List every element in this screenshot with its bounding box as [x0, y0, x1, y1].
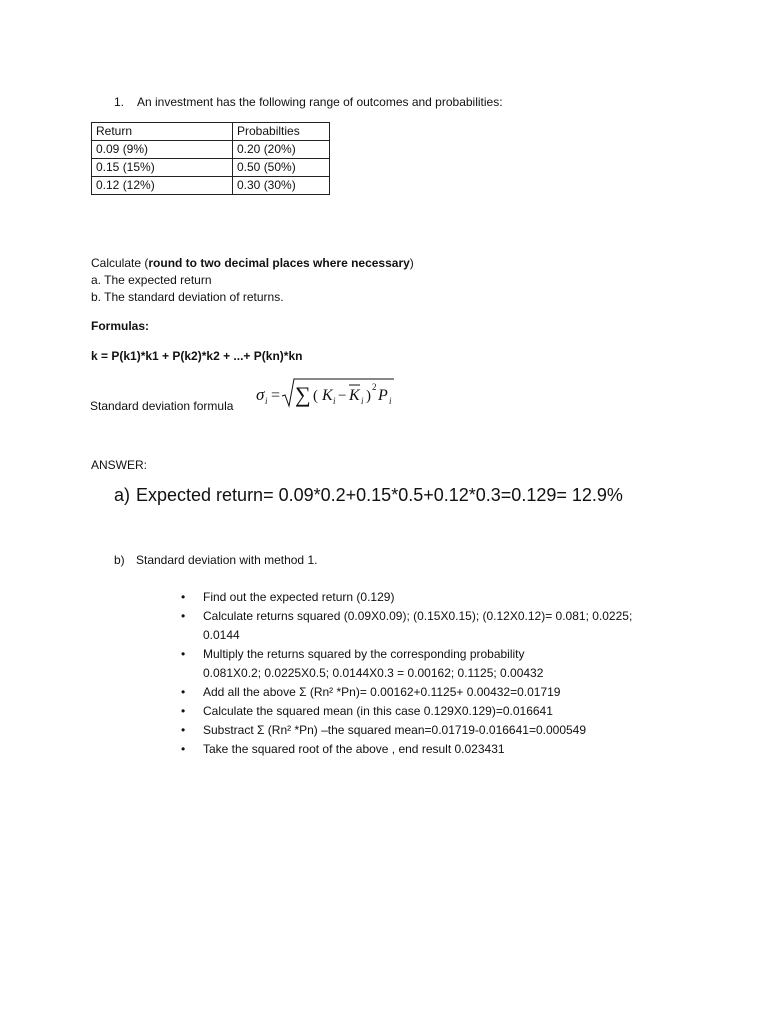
- sd-P-sub: i: [389, 396, 392, 406]
- step-line: Substract Σ (Rn² *Pn) –the squared mean=0.01719-0.016641=0.000549: [203, 723, 587, 737]
- table-cell-return: 0.15 (15%): [92, 159, 233, 177]
- sd-K: K: [322, 387, 333, 404]
- sd-formula-label: Standard deviation formula: [90, 399, 234, 413]
- table-header-probabilities: Probabilties: [233, 123, 330, 141]
- table-row: [92, 141, 330, 159]
- table-row: [92, 159, 330, 177]
- bullet-icon: •: [181, 685, 186, 699]
- sd-sum: ∑: [295, 382, 311, 407]
- sd-close-paren: ): [366, 388, 371, 404]
- step-line: Multiply the returns squared by the corresponding probability: [203, 647, 525, 661]
- rounding-note: round to two decimal places where necessary: [148, 256, 410, 270]
- bullet-icon: •: [181, 704, 186, 718]
- outcomes-table: [91, 122, 330, 195]
- calculate-prefix: Calculate (: [91, 256, 149, 270]
- expected-return-formula: k = P(k1)*k1 + P(k2)*k2 + ...+ P(kn)*kn: [91, 349, 303, 363]
- step-line: Find out the expected return (0.129): [203, 590, 395, 604]
- sd-Kbar: K: [349, 387, 360, 404]
- sd-sub-i: i: [265, 396, 268, 406]
- table-cell-probability: 0.20 (20%): [233, 141, 330, 159]
- answer-heading: ANSWER:: [91, 458, 148, 472]
- bullet-icon: •: [181, 742, 186, 756]
- step-line: Calculate the squared mean (in this case 0.129X0.129)=0.016641: [203, 704, 553, 718]
- list-item: [181, 645, 661, 683]
- question-text: An investment has the following range of outcomes and probabilities:: [137, 95, 503, 109]
- sd-formula-image: [252, 376, 402, 412]
- sd-K-sub: i: [333, 396, 336, 406]
- calculate-instruction: [91, 256, 414, 270]
- sd-open-paren: (: [313, 388, 318, 404]
- method-steps-list: [181, 588, 661, 759]
- step-line: 0.0144: [203, 628, 240, 642]
- table-row: [92, 177, 330, 195]
- question-number: 1.: [114, 95, 125, 109]
- formulas-heading: Formulas:: [91, 319, 150, 333]
- answer-b-marker: b): [114, 553, 125, 567]
- list-item: [181, 702, 661, 721]
- sd-Kbar-sub: i: [361, 396, 364, 406]
- calculate-suffix: ): [409, 256, 414, 270]
- table-cell-probability: 0.50 (50%): [233, 159, 330, 177]
- step-line: 0.081X0.2; 0.0225X0.5; 0.0144X0.3 = 0.00162; 0.1125; 0.00432: [203, 666, 544, 680]
- sd-P: P: [378, 387, 388, 404]
- sd-minus: −: [338, 388, 347, 404]
- list-item: [181, 588, 661, 607]
- table-cell-return: 0.12 (12%): [92, 177, 233, 195]
- table-cell-return: 0.09 (9%): [92, 141, 233, 159]
- step-line: Calculate returns squared (0.09X0.09); (0.15X0.15); (0.12X0.12)= 0.081; 0.0225;: [203, 609, 633, 623]
- step-line: Take the squared root of the above , end result 0.023431: [203, 742, 505, 756]
- list-item: [181, 721, 661, 740]
- answer-a-text: Expected return= 0.09*0.2+0.15*0.5+0.12*0.3=0.129= 12.9%: [136, 485, 623, 505]
- table-header-row: [92, 123, 330, 141]
- bullet-icon: •: [181, 723, 186, 737]
- table-header-return: Return: [92, 123, 233, 141]
- answer-a: [114, 485, 623, 507]
- task-item-a: a. The expected return: [91, 273, 212, 287]
- sd-sigma: σ: [256, 385, 265, 404]
- task-item-b: b. The standard deviation of returns.: [91, 290, 284, 304]
- table-cell-probability: 0.30 (30%): [233, 177, 330, 195]
- bullet-icon: •: [181, 647, 186, 661]
- sd-equals: =: [271, 387, 281, 404]
- list-item: [181, 683, 661, 702]
- sd-square: 2: [372, 382, 377, 392]
- step-line: Add all the above Σ (Rn² *Pn)= 0.00162+0.1125+ 0.00432=0.01719: [203, 685, 561, 699]
- bullet-icon: •: [181, 590, 186, 604]
- answer-a-marker: a): [114, 485, 131, 505]
- list-item: [181, 740, 661, 759]
- answer-b-text: Standard deviation with method 1.: [136, 553, 318, 567]
- list-item: [181, 607, 661, 645]
- bullet-icon: •: [181, 609, 186, 623]
